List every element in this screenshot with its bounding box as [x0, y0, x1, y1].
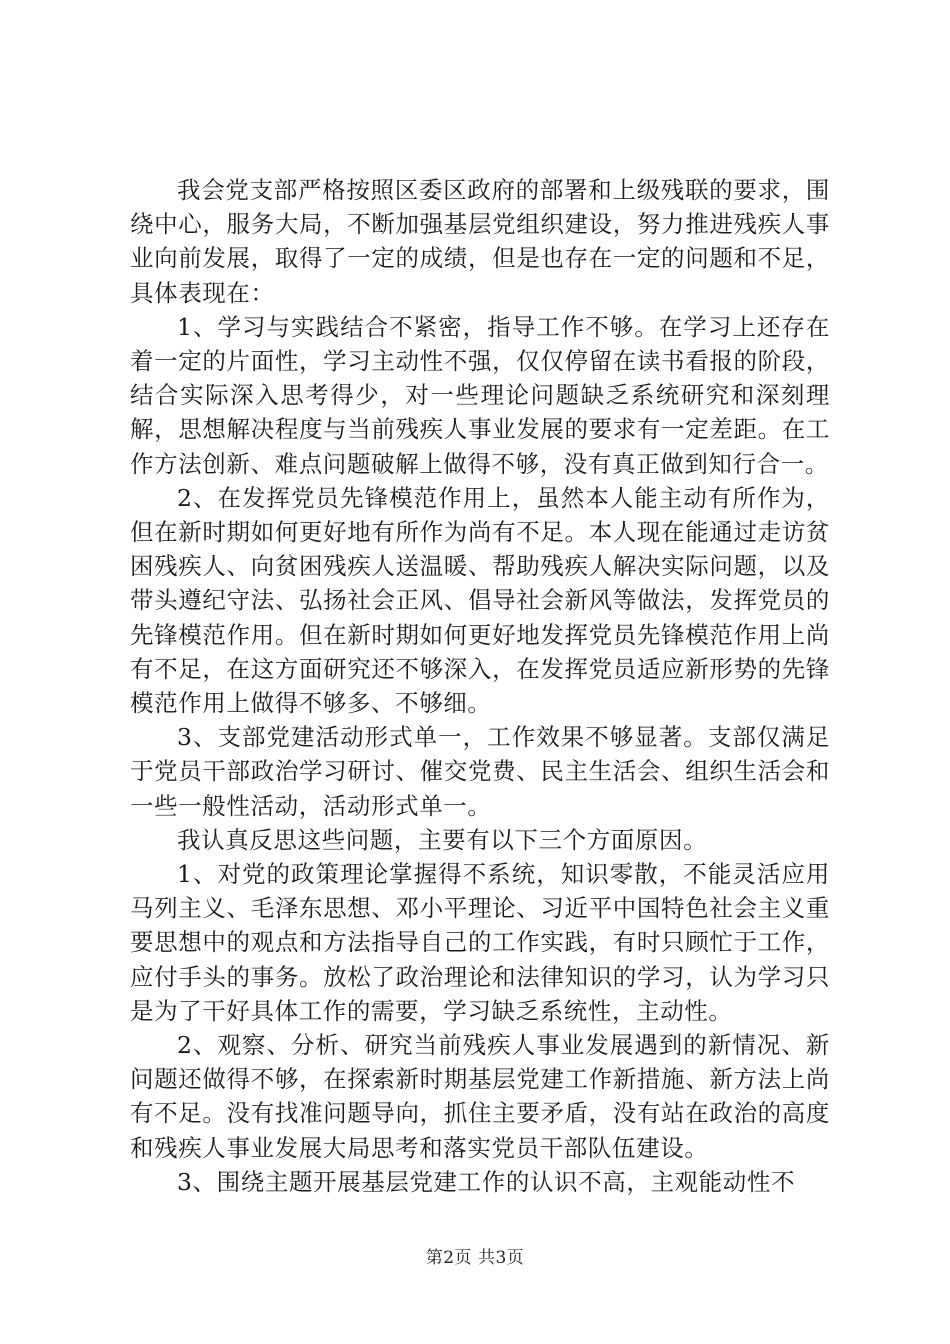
document-body [130, 173, 830, 1199]
paragraph-problem-3: 3、支部党建活动形式单一，工作效果不够显著。支部仅满足于党员干部政治学习研讨、催交党费、民主生活会、组织生活会和一些一般性活动，活动形式单一。 [130, 723, 830, 820]
paragraph-intro: 我会党支部严格按照区委区政府的部署和上级残联的要求，围绕中心，服务大局，不断加强基层党组织建设，努力推进残疾人事业向前发展，取得了一定的成绩，但是也存在一定的问题和不足，具体表现在： [130, 176, 830, 307]
page-number-footer: 第2页 共3页 [425, 1248, 525, 1268]
paragraph-problem-2: 2、在发挥党员先锋模范作用上，虽然本人能主动有所作为，但在新时期如何更好地有所作为尚有不足。本人现在能通过走访贫困残疾人、向贫困残疾人送温暖、帮助残疾人解决实际问题，以及带头遵纪守法、弘扬社会正风、倡导社会新风等做法，发挥党员的先锋模范作用。但在新时期如何更好地发挥党员先锋模范作用上尚有不足，在这方面研究还不够深入，在发挥党员适应新形势的先锋模范作用上做得不够多、不够细。 [130, 483, 830, 718]
paragraph-cause-3: 3、围绕主题开展基层党建工作的认识不高，主观能动性不 [177, 1167, 796, 1196]
paragraph-reflection: 我认真反思这些问题，主要有以下三个方面原因。 [177, 825, 708, 854]
paragraph-problem-1: 1、学习与实践结合不紧密，指导工作不够。在学习上还存在着一定的片面性，学习主动性不强，仅仅停留在读书看报的阶段，结合实际深入思考得少，对一些理论问题缺乏系统研究和深刻理解，思想解决程度与当前残疾人事业发展的要求有一定差距。在工作方法创新、难点问题破解上做得不够，没有真正做到知行合一。 [130, 312, 830, 478]
paragraph-cause-2: 2、观察、分析、研究当前残疾人事业发展遇到的新情况、新问题还做得不够，在探索新时期基层党建工作新措施、新方法上尚有不足。没有找准问题导向，抓住主要矛盾，没有站在政治的高度和残疾人事业发展大局思考和落实党员干部队伍建设。 [130, 1031, 830, 1162]
paragraph-cause-1: 1、对党的政策理论掌握得不系统，知识零散，不能灵活应用马列主义、毛泽东思想、邓小平理论、习近平中国特色社会主义重要思想中的观点和方法指导自己的工作实践，有时只顾忙于工作，应付手头的事务。放松了政治理论和法律知识的学习，认为学习只是为了干好具体工作的需要，学习缺乏系统性，主动性。 [130, 860, 830, 1025]
